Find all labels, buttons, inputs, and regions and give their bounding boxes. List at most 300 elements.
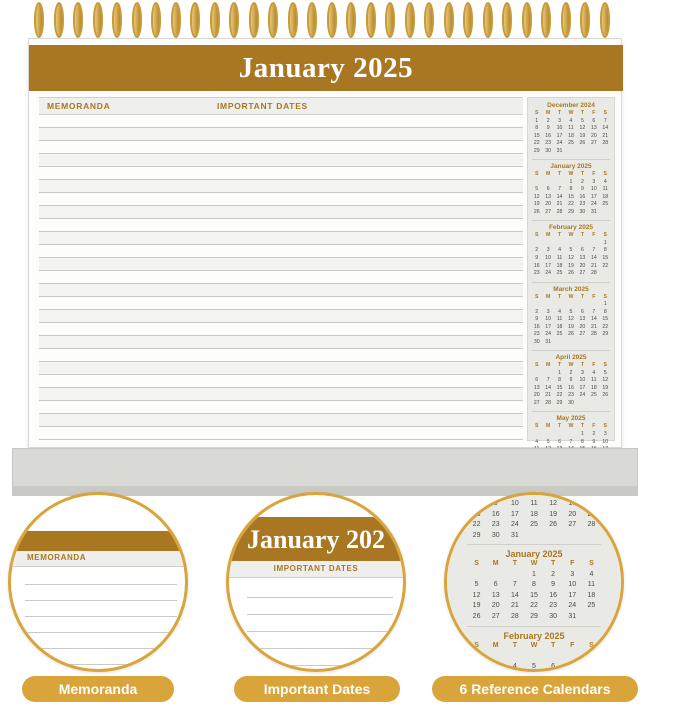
callout-reference-calendars (444, 492, 624, 672)
calendar-day: 4 (558, 247, 561, 254)
calendar-day: 25 (590, 392, 597, 399)
calendar-day: 21 (510, 602, 519, 609)
calendar-day: 22 (602, 323, 609, 330)
day-of-week: T (557, 232, 562, 239)
calendar-day (588, 301, 599, 309)
calendar-day: 22 (472, 521, 481, 528)
calendar-day (600, 400, 611, 408)
calendar-day: 25 (587, 602, 596, 609)
calendar-day (577, 301, 588, 309)
calendar-day: 4 (603, 178, 607, 185)
callout-brown-band (11, 531, 185, 551)
calendar-day: 1 (589, 652, 594, 660)
calendar-day: 20 (545, 201, 552, 208)
calendar-day: 21 (545, 392, 552, 399)
page-title: January 2025 (238, 51, 414, 84)
calendar-day: 14 (602, 125, 609, 132)
calendar-day: 30 (545, 147, 552, 154)
day-of-week: W (568, 110, 574, 116)
calendar-day: 10 (568, 581, 577, 588)
calendar-day: 31 (545, 338, 552, 345)
calendar-day: 10 (556, 125, 563, 132)
calendar-day: 11 (591, 377, 597, 384)
calendar-day: 1 (535, 117, 539, 124)
calendar-day: 4 (592, 369, 596, 376)
calendar-day: 2 (580, 178, 584, 185)
day-of-week: S (603, 232, 608, 239)
calendar-day: 9 (569, 377, 573, 384)
callout-ruled-line (247, 649, 393, 666)
calendar-day (565, 339, 576, 347)
important-dates-label: IMPORTANT DATES (217, 101, 308, 111)
calendar-day: 5 (580, 117, 584, 124)
calendar-day: 7 (512, 581, 517, 588)
day-of-week: T (580, 110, 584, 116)
day-of-week: W (568, 362, 574, 369)
calendar-day: 22 (530, 602, 538, 609)
callout-memoranda-label: MEMORANDA (27, 553, 87, 562)
calendar-day: 24 (545, 270, 552, 277)
day-of-week: T (580, 362, 584, 369)
day-of-week: S (534, 232, 539, 239)
ruled-line (39, 349, 523, 362)
ruled-line (39, 193, 523, 206)
calendar-day: 3 (546, 247, 550, 254)
day-of-week: T (580, 293, 584, 300)
calendar-day: 28 (590, 331, 597, 338)
calendar-day: 5 (532, 663, 536, 670)
mini-calendar-title: March 2025 (553, 285, 589, 293)
divider (467, 626, 601, 627)
month-header-band (29, 45, 623, 91)
calendar-day: 4 (558, 308, 561, 315)
calendar-day: 7 (603, 117, 607, 124)
calendar-day: 12 (549, 500, 558, 507)
ruled-line (39, 167, 523, 180)
calendar-day: 13 (533, 384, 540, 391)
day-of-week: S (534, 423, 539, 430)
day-of-week: W (568, 423, 574, 430)
ruled-line (39, 284, 523, 297)
calendar-day: 5 (603, 369, 607, 376)
calendar-day (588, 339, 599, 347)
spiral-coil (405, 2, 415, 38)
calendar-day: 3 (603, 431, 607, 437)
ruled-line (39, 336, 523, 349)
calendar-day: 8 (569, 186, 573, 193)
calendar-day: 15 (568, 193, 574, 200)
calendar-day: 13 (579, 316, 586, 323)
calendar-day: 1 (569, 178, 573, 185)
calendar-day: 2 (592, 431, 596, 437)
calendar-day: 6 (592, 117, 596, 124)
ruled-line (39, 388, 523, 401)
calendar-day (505, 652, 524, 663)
calendar-day: 10 (510, 500, 519, 507)
callout-important-dates-content (229, 495, 403, 669)
memoranda-label: MEMORANDA (47, 101, 111, 111)
spiral-coil (249, 2, 259, 38)
calendar-day: 6 (535, 377, 539, 384)
callout-label-bar (11, 551, 185, 567)
callout-memoranda-lines (25, 569, 177, 665)
spiral-coil (366, 2, 376, 38)
calendar-day: 2 (569, 369, 573, 376)
calendar-day: 23 (568, 392, 574, 399)
day-of-week: T (550, 560, 556, 567)
calendar-day: 19 (549, 510, 558, 518)
calendar-day: 12 (568, 316, 574, 323)
calendar-day: 13 (545, 193, 552, 200)
calendar-day: 12 (568, 254, 574, 261)
calendar-day (544, 652, 563, 663)
calendar-day: 18 (587, 591, 596, 599)
mini-calendar-title: February 2025 (548, 224, 594, 232)
mini-calendar-grid (531, 232, 611, 277)
calendar-day: 8 (603, 308, 607, 315)
day-of-week: F (592, 110, 596, 116)
spiral-coil (580, 2, 590, 38)
spiral-coil (171, 2, 181, 38)
calendar-day (565, 148, 576, 156)
day-of-week: S (603, 110, 608, 116)
calendar-day: 11 (602, 186, 608, 193)
callout-partial-calendar (467, 499, 601, 541)
reference-calendars-column (527, 97, 615, 445)
calendar-day: 11 (556, 254, 563, 261)
calendar-day: 30 (533, 338, 540, 345)
calendar-day: 25 (568, 140, 574, 147)
calendar-day: 23 (533, 331, 540, 338)
calendar-day: 27 (590, 140, 597, 147)
calendar-day: 3 (592, 178, 596, 185)
calendar-day: 20 (568, 510, 577, 518)
day-of-week: F (592, 423, 596, 430)
calendar-day: 6 (551, 663, 556, 670)
calendar-day: 26 (533, 208, 540, 215)
calendar-day: 23 (533, 270, 540, 277)
day-of-week: T (512, 642, 517, 649)
calendar-day: 23 (491, 521, 500, 528)
calendar-day: 28 (510, 612, 519, 620)
calendar-day: 6 (493, 581, 498, 588)
calendar-day: 28 (556, 208, 563, 215)
calendar-day: 14 (510, 591, 519, 599)
calendar-day: 19 (568, 323, 574, 330)
mini-calendar-grid (531, 110, 611, 155)
calendar-day: 27 (579, 270, 586, 277)
day-of-week: F (592, 293, 596, 300)
day-of-week: S (534, 362, 539, 369)
day-of-week: W (568, 293, 574, 300)
spiral-coil (502, 2, 512, 38)
calendar-day: 7 (570, 663, 575, 670)
calendar-day: 3 (493, 663, 498, 670)
callout-memoranda-content (11, 495, 185, 669)
calendar-day: 19 (602, 384, 609, 391)
divider (532, 159, 610, 160)
divider (467, 544, 601, 545)
ruled-line (39, 310, 523, 323)
calendar-day: 23 (545, 140, 552, 147)
calendar-day (600, 209, 611, 217)
ruled-line (39, 427, 523, 440)
spiral-coil (444, 2, 454, 38)
calendar-day: 18 (530, 510, 538, 518)
spiral-coil (34, 2, 44, 38)
calendar-day (467, 570, 486, 581)
calendar-day: 29 (533, 147, 540, 154)
calendar-day: 28 (587, 521, 596, 528)
calendar-day: 15 (533, 132, 540, 139)
calendar-day: 26 (568, 331, 574, 338)
day-of-week: F (592, 171, 596, 178)
calendar-day: 1 (603, 301, 607, 308)
calendar-day: 30 (549, 612, 558, 620)
calendar-day: 8 (589, 663, 594, 670)
mini-calendar-title: January 2025 (550, 163, 592, 171)
calendar-day: 18 (556, 323, 563, 330)
calendar-day: 29 (556, 399, 563, 406)
calendar-day: 27 (533, 399, 540, 406)
ruled-line (39, 414, 523, 427)
day-of-week: M (545, 423, 551, 430)
callout-month-title: January 202 (247, 525, 385, 554)
calendar-day: 14 (587, 500, 596, 507)
day-of-week: T (557, 362, 562, 369)
calendar-day: 8 (532, 581, 536, 588)
callout-reference-calendars-content (447, 495, 621, 669)
calendar-day: 22 (568, 201, 574, 208)
ruled-lines (39, 115, 523, 440)
calendar-day: 14 (545, 384, 552, 391)
spiral-coil (54, 2, 64, 38)
day-of-week: T (512, 560, 517, 567)
mini-calendar-grid (531, 362, 611, 407)
calendar-day: 7 (592, 247, 596, 254)
calendar-day (588, 400, 599, 408)
calendar-day (531, 179, 542, 187)
calendar-day: 11 (568, 125, 574, 132)
calendar-day: 8 (603, 247, 607, 254)
calendar-day: 18 (602, 193, 609, 200)
calendar-day: 23 (549, 602, 558, 609)
calendar-day (542, 240, 553, 248)
calendar-day: 2 (474, 663, 479, 670)
calendar-day: 12 (472, 591, 481, 599)
ruled-line (39, 375, 523, 388)
calendar-day (554, 240, 565, 248)
callout-label-bar (229, 561, 403, 578)
calendar-day: 10 (579, 377, 586, 384)
day-of-week: F (592, 232, 596, 239)
mini-calendar (531, 163, 611, 216)
calendar-day: 8 (580, 438, 584, 445)
caption-memoranda: Memoranda (22, 676, 174, 702)
callout-ruled-line (247, 581, 393, 598)
ruled-line (39, 180, 523, 193)
callout-ruled-line (25, 633, 177, 649)
calendar-day: 11 (587, 581, 596, 588)
calendar-day (563, 652, 582, 663)
writing-area (39, 97, 523, 441)
calendar-day: 4 (589, 570, 594, 578)
spiral-coil (93, 2, 103, 38)
calendar-day: 20 (579, 262, 586, 269)
calendar-day: 29 (530, 612, 538, 620)
callout-mini-calendar-title: January 2025 (505, 549, 563, 559)
calendar-day: 14 (590, 316, 597, 323)
calendar-day: 29 (602, 331, 609, 338)
day-of-week: T (580, 423, 584, 430)
calendar-day: 13 (568, 500, 577, 507)
ruled-line (39, 154, 523, 167)
day-of-week: W (530, 560, 538, 567)
calendar-day: 17 (510, 510, 519, 518)
calendar-day: 2 (551, 570, 556, 578)
calendar-day: 26 (602, 392, 609, 399)
callout-mini-calendar-grid (467, 559, 601, 622)
day-of-week: S (589, 642, 594, 649)
calendar-day: 13 (491, 591, 500, 599)
mini-calendar-grid (531, 294, 611, 347)
spiral-coil (522, 2, 532, 38)
calendar-day (486, 570, 505, 581)
calendar-day: 16 (533, 262, 540, 269)
spiral-coil (307, 2, 317, 38)
day-of-week: T (580, 232, 584, 239)
spiral-coil (483, 2, 493, 38)
day-of-week: M (545, 232, 551, 239)
calendar-day: 11 (530, 500, 538, 507)
caption-important-dates: Important Dates (234, 676, 400, 702)
callout-ruled-line (247, 615, 393, 632)
day-of-week: M (545, 293, 551, 300)
spiral-coil (190, 2, 200, 38)
calendar-day: 2 (535, 308, 539, 315)
calendar-day: 21 (590, 323, 597, 330)
ruled-line (39, 323, 523, 336)
day-of-week: S (603, 423, 608, 430)
calendar-day (554, 431, 565, 439)
ruled-line (39, 128, 523, 141)
calendar-day: 21 (602, 132, 609, 139)
divider (532, 220, 610, 221)
calendar-day: 28 (590, 270, 597, 277)
calendar-day: 30 (491, 531, 500, 539)
day-of-week: M (492, 642, 499, 649)
calendar-day (577, 148, 588, 156)
calendar-day: 24 (568, 602, 577, 609)
calendar-day: 5 (569, 247, 573, 254)
calendar-day: 16 (568, 384, 574, 391)
mini-calendar (531, 354, 611, 407)
day-of-week: T (557, 423, 562, 430)
calendar-day (600, 339, 611, 347)
calendar-day (554, 339, 565, 347)
calendar-day (467, 652, 486, 663)
calendar-day (542, 301, 553, 309)
calendar-page (28, 38, 622, 448)
calendar-day: 9 (546, 125, 550, 132)
day-of-week: F (570, 560, 575, 567)
calendar-day: 7 (546, 377, 550, 384)
calendar-day: 22 (602, 262, 609, 269)
calendar-day: 25 (556, 270, 563, 277)
day-of-week: S (474, 642, 479, 649)
calendar-day: 27 (568, 521, 577, 528)
calendar-day: 2 (535, 247, 539, 254)
calendar-day: 9 (592, 438, 596, 445)
calendar-day: 27 (491, 612, 500, 620)
calendar-day (600, 270, 611, 278)
calendar-day (531, 301, 542, 309)
calendar-day (582, 531, 601, 542)
divider (532, 282, 610, 283)
calendar-day: 4 (512, 663, 517, 670)
callout-mini-calendar (467, 549, 601, 622)
calendar-day: 20 (533, 392, 540, 399)
day-of-week: S (603, 362, 608, 369)
calendar-day: 23 (579, 201, 586, 208)
callout-ruled-line (247, 598, 393, 615)
calendar-day: 20 (590, 132, 597, 139)
day-of-week: W (568, 232, 574, 239)
calendar-day (531, 431, 542, 439)
calendar-day: 17 (556, 132, 563, 139)
calendar-day: 5 (474, 581, 479, 588)
calendar-day: 28 (602, 140, 609, 147)
calendar-day: 29 (472, 531, 481, 539)
calendar-day: 15 (602, 316, 609, 323)
day-of-week: M (545, 171, 551, 178)
ruled-line (39, 258, 523, 271)
calendar-day: 17 (568, 591, 577, 599)
calendar-day: 10 (545, 254, 552, 261)
spiral-coil (151, 2, 161, 38)
calendar-day (486, 652, 505, 663)
calendar-day: 5 (535, 186, 539, 193)
day-of-week: S (474, 560, 479, 567)
calendar-day (565, 431, 576, 439)
day-of-week: S (534, 293, 539, 300)
spiral-coil (541, 2, 551, 38)
calendar-day: 15 (530, 591, 538, 599)
day-of-week: M (492, 560, 499, 567)
calendar-day: 15 (472, 510, 481, 518)
calendar-day: 31 (556, 147, 563, 154)
ruled-line (39, 297, 523, 310)
divider (532, 411, 610, 412)
callout-ruled-line (25, 601, 177, 617)
divider (532, 350, 610, 351)
calendar-day: 17 (545, 323, 552, 330)
callout-important-dates-label: IMPORTANT DATES (273, 564, 359, 573)
calendar-day (565, 301, 576, 309)
calendar-day (542, 370, 553, 378)
spiral-coil (229, 2, 239, 38)
day-of-week: W (530, 642, 538, 649)
spiral-coil (463, 2, 473, 38)
day-of-week: S (589, 560, 594, 567)
calendar-day: 13 (590, 125, 597, 132)
calendar-day (577, 400, 588, 408)
day-of-week: S (534, 110, 539, 116)
calendar-day: 24 (579, 392, 586, 399)
calendar-day: 12 (579, 125, 586, 132)
spiral-coil (561, 2, 571, 38)
calendar-day: 17 (579, 384, 586, 391)
